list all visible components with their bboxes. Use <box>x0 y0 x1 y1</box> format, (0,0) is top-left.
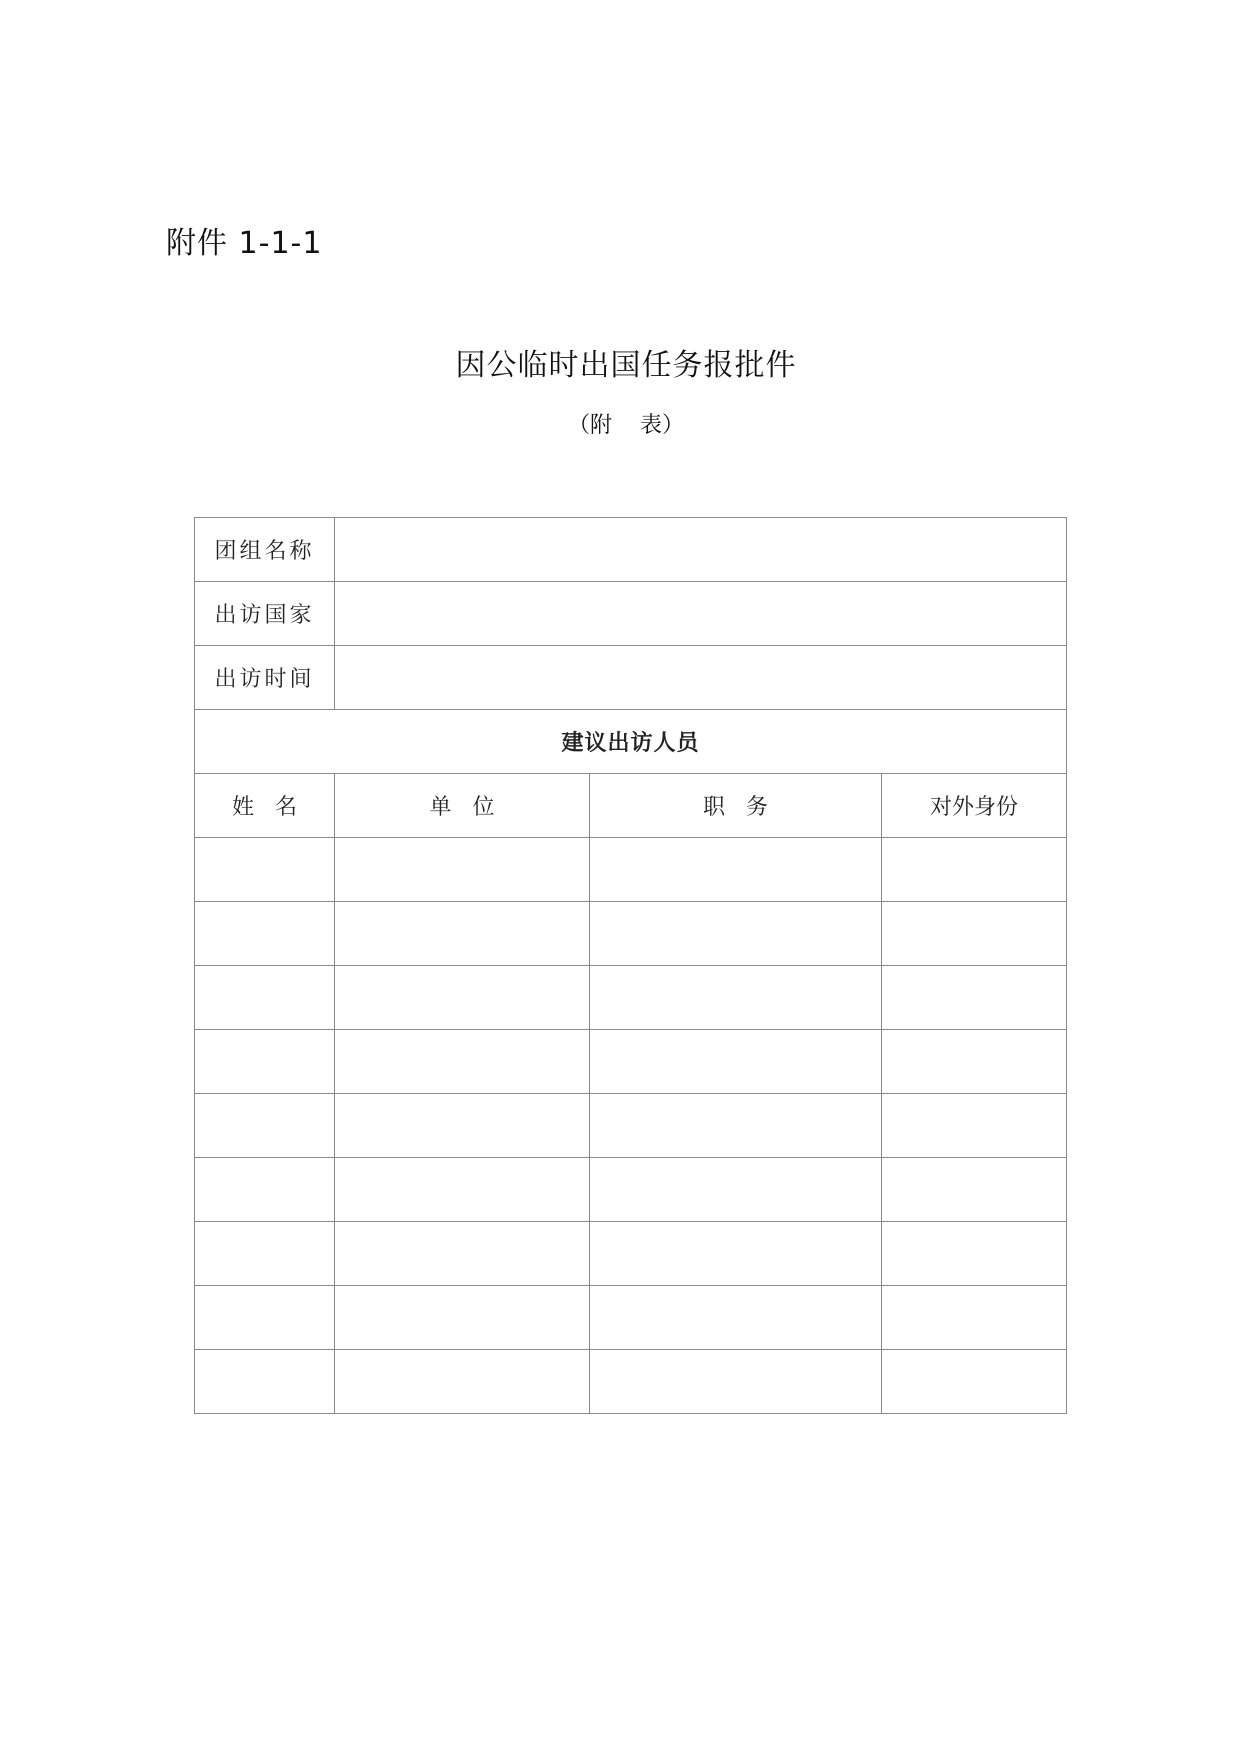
field-label-visit-time: 出访时间 <box>195 646 335 710</box>
form-row-group-name <box>195 518 1067 582</box>
cell-name[interactable] <box>195 1222 335 1286</box>
cell-position[interactable] <box>590 1350 882 1414</box>
cell-unit[interactable] <box>335 902 590 966</box>
column-header-unit: 单 位 <box>335 774 590 838</box>
table-row <box>195 1030 1067 1094</box>
column-header-name: 姓 名 <box>195 774 335 838</box>
column-header-position: 职 务 <box>590 774 882 838</box>
cell-unit[interactable] <box>335 838 590 902</box>
approval-form-table <box>194 517 1067 1414</box>
table-row <box>195 966 1067 1030</box>
cell-external-identity[interactable] <box>882 1222 1067 1286</box>
document-subtitle: （附 表） <box>568 413 684 438</box>
document-title: 因公临时出国任务报批件 <box>455 348 797 383</box>
cell-external-identity[interactable] <box>882 838 1067 902</box>
cell-position[interactable] <box>590 966 882 1030</box>
table-row <box>195 1094 1067 1158</box>
cell-unit[interactable] <box>335 1222 590 1286</box>
field-value-visit-time[interactable] <box>335 646 1067 710</box>
attachment-label: 附件 1-1-1 <box>166 226 323 261</box>
table-row <box>195 838 1067 902</box>
cell-external-identity[interactable] <box>882 902 1067 966</box>
cell-external-identity[interactable] <box>882 1350 1067 1414</box>
cell-name[interactable] <box>195 1158 335 1222</box>
cell-unit[interactable] <box>335 1030 590 1094</box>
cell-external-identity[interactable] <box>882 1158 1067 1222</box>
table-row <box>195 1350 1067 1414</box>
cell-unit[interactable] <box>335 1286 590 1350</box>
cell-name[interactable] <box>195 838 335 902</box>
cell-position[interactable] <box>590 838 882 902</box>
cell-position[interactable] <box>590 1158 882 1222</box>
section-header-row <box>195 710 1067 774</box>
cell-name[interactable] <box>195 1030 335 1094</box>
cell-name[interactable] <box>195 1286 335 1350</box>
section-header-proposed-members: 建议出访人员 <box>195 710 1067 774</box>
form-row-countries <box>195 582 1067 646</box>
form-row-visit-time <box>195 646 1067 710</box>
field-label-group-name: 团组名称 <box>195 518 335 582</box>
field-value-group-name[interactable] <box>335 518 1067 582</box>
cell-external-identity[interactable] <box>882 1094 1067 1158</box>
cell-name[interactable] <box>195 1350 335 1414</box>
table-row <box>195 1222 1067 1286</box>
cell-name[interactable] <box>195 1094 335 1158</box>
cell-external-identity[interactable] <box>882 966 1067 1030</box>
table-row <box>195 1158 1067 1222</box>
cell-unit[interactable] <box>335 1094 590 1158</box>
cell-unit[interactable] <box>335 1158 590 1222</box>
cell-name[interactable] <box>195 966 335 1030</box>
field-label-countries: 出访国家 <box>195 582 335 646</box>
cell-external-identity[interactable] <box>882 1286 1067 1350</box>
cell-position[interactable] <box>590 902 882 966</box>
field-value-countries[interactable] <box>335 582 1067 646</box>
cell-unit[interactable] <box>335 1350 590 1414</box>
column-header-row <box>195 774 1067 838</box>
table-row <box>195 902 1067 966</box>
cell-unit[interactable] <box>335 966 590 1030</box>
cell-external-identity[interactable] <box>882 1030 1067 1094</box>
column-header-external-identity: 对外身份 <box>882 774 1067 838</box>
cell-position[interactable] <box>590 1222 882 1286</box>
cell-position[interactable] <box>590 1030 882 1094</box>
table-row <box>195 1286 1067 1350</box>
cell-position[interactable] <box>590 1286 882 1350</box>
cell-position[interactable] <box>590 1094 882 1158</box>
cell-name[interactable] <box>195 902 335 966</box>
